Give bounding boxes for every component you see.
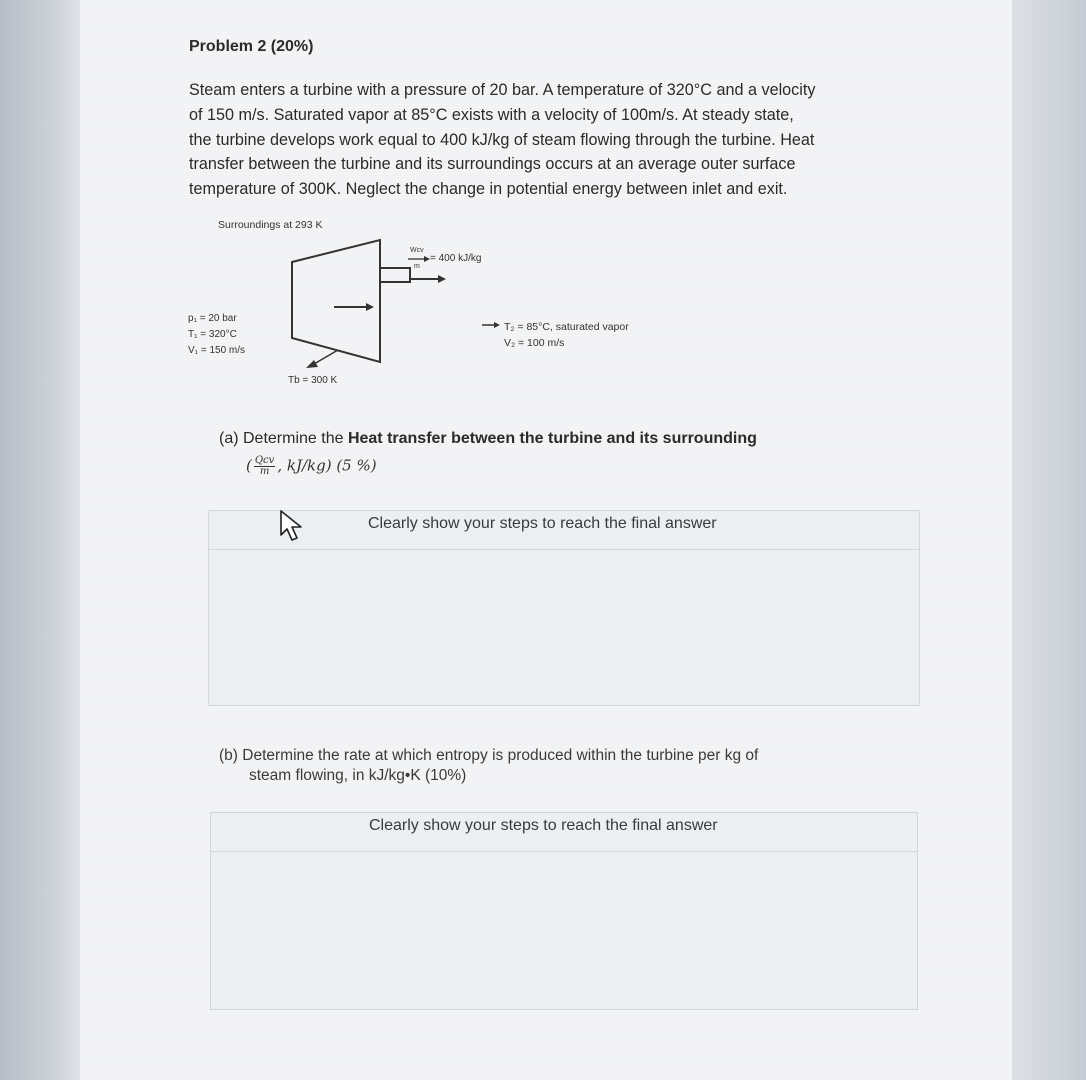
work-value: = 400 kJ/kg [430,253,482,264]
document-page [80,0,1012,1080]
surroundings-label: Surroundings at 293 K [218,219,323,231]
boundary-temperature: Tb = 300 K [288,375,338,386]
heat-arrow [314,350,338,364]
exit-velocity: V₂ = 100 m/s [504,337,565,349]
exit-temperature: T₂ = 85°C, saturated vapor [504,321,629,333]
answer-box-b[interactable] [210,812,918,1010]
part-b-line2: steam flowing, in kJ/kg•K (10%) [249,767,467,784]
statement-line: temperature of 300K. Neglect the change in potential energy between inlet and exit. [189,180,788,199]
inlet-pressure: p₁ = 20 bar [188,313,237,324]
part-a-bold: Heat transfer between the turbine and its surrounding [347,430,757,447]
statement-line: of 150 m/s. Saturated vapor at 85°C exists with a velocity of 100m/s. At steady state, [189,105,794,124]
part-a-unit-suffix: , kJ/kg) (5 %) [277,456,377,475]
heat-fraction-den: m [259,466,270,477]
work-fraction-num: Wcv [410,247,424,254]
statement-line: the turbine develops work equal to 400 kJ/kg of steam flowing through the turbine. Heat [189,130,815,149]
part-b-question [219,746,919,786]
heat-arrow-head [306,360,318,368]
statement-line: transfer between the turbine and its surroundings occurs at an average outer surface [189,155,796,174]
exit-arrow-head [494,322,500,328]
heat-fraction-num: Qcv [254,455,275,466]
part-a-unit: ( $\frac{\text{Qcv}}{m}$ , kJ/kg) (5 %) [246,455,377,477]
turbine-body [292,240,380,362]
mouse-cursor-icon [279,509,307,543]
part-a-question [219,430,757,448]
heat-fraction [254,456,275,477]
inlet-arrow-head [366,303,374,311]
work-fraction-den: m [414,263,420,270]
monitor-bezel-left [0,0,80,1080]
problem-statement [189,78,919,202]
answer-box-a-hint: Clearly show your steps to reach the final answer [368,515,717,532]
turbine-diagram [188,212,629,392]
statement-line: Steam enters a turbine with a pressure of 20 bar. A temperature of 320°C and a velocity [189,81,816,99]
part-b-line1: (b) Determine the rate at which entropy is produced within the turbine per kg of [219,747,759,764]
work-arrow-head [438,275,446,283]
answer-box-a[interactable] [208,510,920,706]
monitor-bezel-right [1010,0,1086,1080]
part-a-prefix: (a) Determine the [219,430,348,447]
inlet-velocity: V₁ = 150 m/s [188,345,246,356]
answer-box-b-hint: Clearly show your steps to reach the final answer [369,817,718,834]
turbine-shaft [380,268,410,282]
problem-title: Problem 2 (20%) [189,38,314,55]
inlet-temperature: T₁ = 320°C [188,329,237,340]
